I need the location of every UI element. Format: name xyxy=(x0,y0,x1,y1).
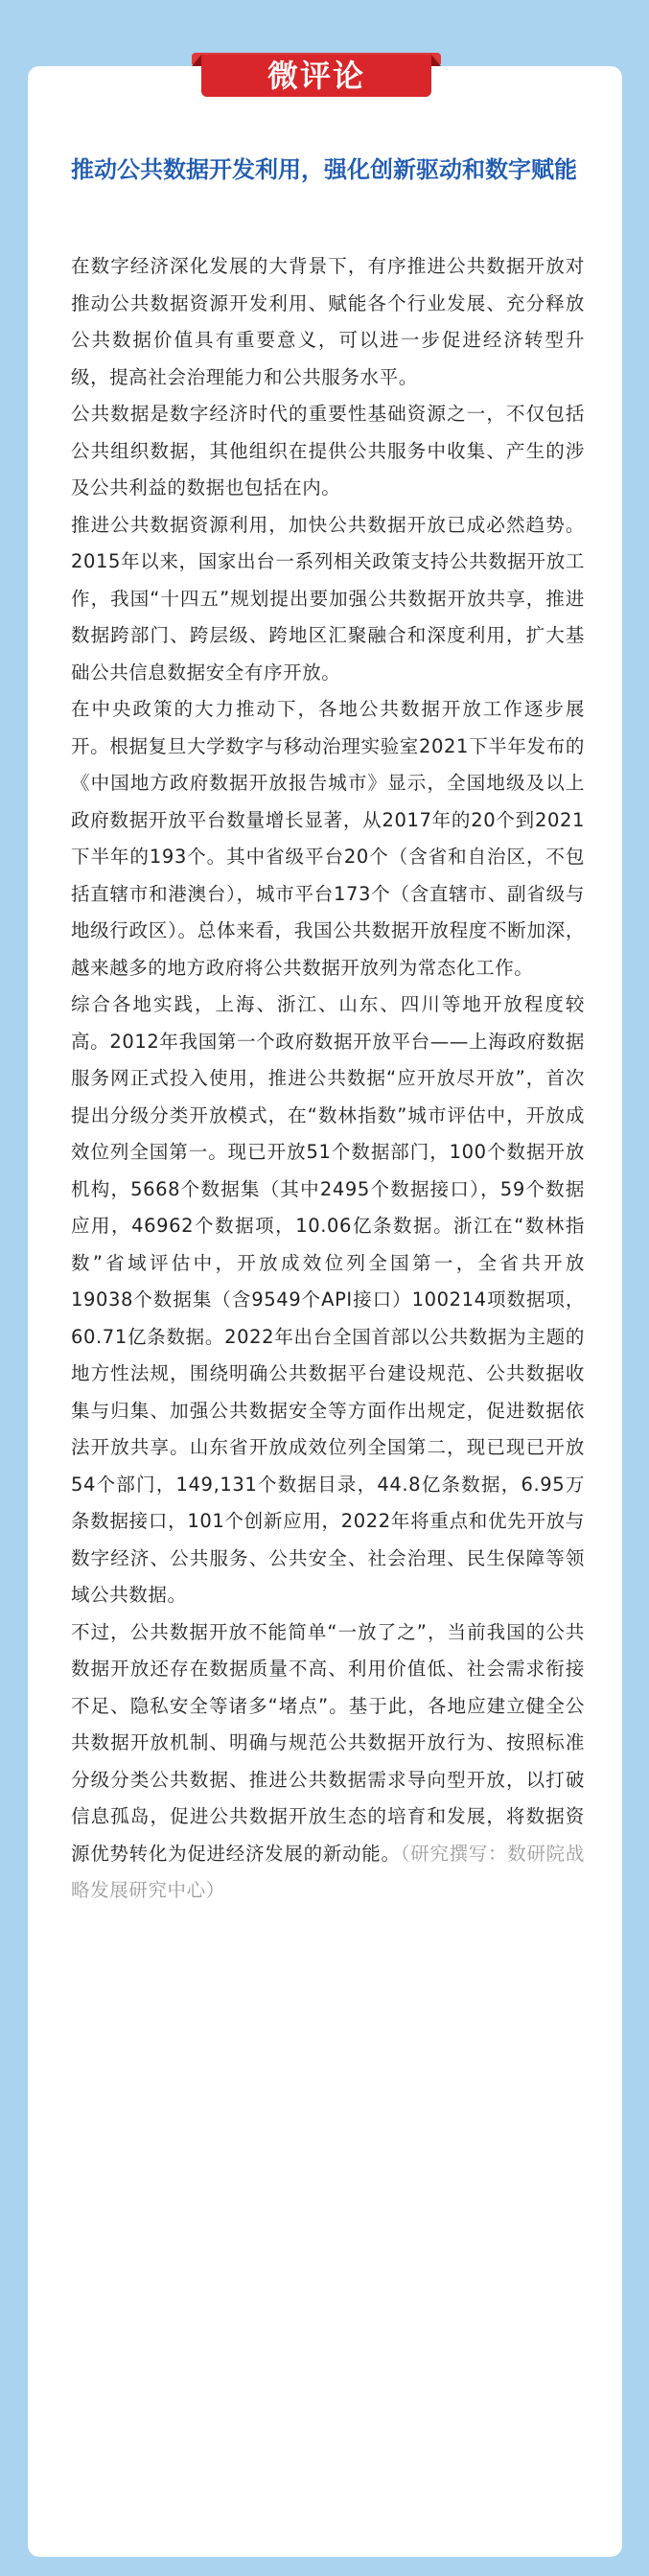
paragraph: 在数字经济深化发展的大背景下，有序推进公共数据开放对推动公共数据资源开发利用、赋能各个行业发展、充分释放公共数据价值具有重要意义，可以进一步促进经济转型升级，提高社会治理能力和公共服务水平。 xyxy=(71,255,585,388)
comment-badge xyxy=(0,51,649,108)
paragraph: 公共数据是数字经济时代的重要性基础资源之一，不仅包括公共组织数据，其他组织在提供公共服务中收集、产生的涉及公共利益的数据也包括在内。 xyxy=(71,403,585,499)
paragraph: 推进公共数据资源利用，加快公共数据开放已成必然趋势。2015年以来，国家出台一系列相关政策支持公共数据开放工作，我国“十四五”规划提出要加强公共数据开放共享，推进数据跨部门、跨层级、跨地区汇聚融合和深度利用，扩大基础公共信息数据安全有序开放。 xyxy=(71,513,585,684)
paragraph: 综合各地实践，上海、浙江、山东、四川等地开放程度较高。2012年我国第一个政府数据开放平台——上海政府数据服务网正式投入使用，推进公共数据“应开放尽开放”，首次提出分级分类开放模式，在“数林指数”城市评估中，开放成效位列全国第一。现已开放51个数据部门，100个数据开放机构，5668个数据集（其中2495个数据接口），59个数据应用，46962个数据项，10.06亿条数据。浙江在“数林指数”省域评估中，开放成效位列全国第一，全省共开放19038个数据集（含9549个API接口）100214项数据项，60.71亿条数据。2022年出台全国首部以公共数据为主题的地方性法规，围绕明确公共数据平台建设规范、公共数据收集与归集、加强公共数据安全等方面作出规定，促进数据依法开放共享。山东省开放成效位列全国第二，现已现已开放54个部门，149,131个数据目录，44.8亿条数据，6.95万条数据接口，101个创新应用，2022年将重点和优先开放与数字经济、公共服务、公共安全、社会治理、民生保障等领域公共数据。 xyxy=(71,993,585,1606)
paragraph: 在中央政策的大力推动下，各地公共数据开放工作逐步展开。根据复旦大学数字与移动治理实验室2021下半年发布的《中国地方政府数据开放报告城市》显示，全国地级及以上政府数据开放平台数量增长显著，从2017年的20个到2021下半年的193个。其中省级平台20个（含省和自治区，不包括直辖市和港澳台），城市平台173个（含直辖市、副省级与地级行政区）。总体来看，我国公共数据开放程度不断加深，越来越多的地方政府将公共数据开放列为常态化工作。 xyxy=(71,698,585,979)
paragraph-last xyxy=(71,1614,585,1910)
author-credit: （研究撰写：数研院战略发展研究中心） xyxy=(71,1842,585,1901)
article-title: 推动公共数据开发利用，强化创新驱动和数字赋能 xyxy=(71,156,577,183)
paragraph-text: 不过，公共数据开放不能简单“一放了之”，当前我国的公共数据开放还存在数据质量不高、利用价值低、社会需求衔接不足、隐私安全等诸多“堵点”。基于此，各地应建立健全公共数据开放机制、明确与规范公共数据开放行为、按照标准分级分类公共数据、推进公共数据需求导向型开放，以打破信息孤岛，促进公共数据开放生态的培育和发展，将数据资源优势转化为促进经济发展的新动能。 xyxy=(71,1620,585,1865)
badge-label: 微评论 xyxy=(267,58,365,94)
article-body xyxy=(71,248,585,1910)
